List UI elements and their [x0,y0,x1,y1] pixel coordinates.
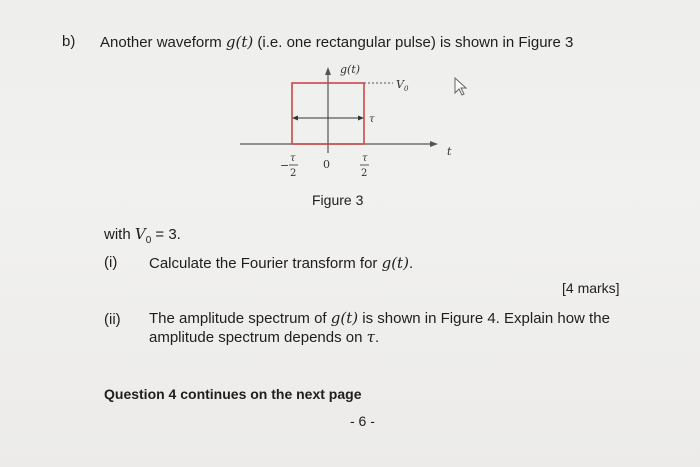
amplitude-label: $V_0$ [396,78,409,93]
question-ii-number: (ii) [104,311,121,328]
question-i-text: Calculate the Fourier transform for g(t). [149,254,414,272]
continues-notice: Question 4 continues on the next page [104,386,362,402]
mouse-cursor-icon [455,78,466,95]
width-arrow-left [292,116,298,121]
tick-neg-numerator: τ [290,153,296,164]
question-i-number: (i) [104,254,118,271]
tick-pos-numerator: τ [362,153,368,164]
marks-label: [4 marks] [562,280,620,296]
intro-math: g(t) [225,33,254,51]
intro-text-1: Another waveform [100,34,226,51]
y-axis-label: g(t) [340,63,361,76]
width-arrow-right [358,116,364,121]
figure-caption: Figure 3 [312,192,364,208]
tick-neg-denominator: 2 [290,168,297,179]
tick-zero: 0 [323,158,330,171]
y-axis-arrow [325,67,331,75]
width-label: τ [369,114,375,125]
page-number: - 6 - [350,413,375,429]
given-value: with $V_0 = 3$. [104,225,181,246]
intro-text-2: (i.e. one rectangular pulse) is shown in Figure 3 [253,34,574,51]
x-axis-label: t [447,145,452,158]
tick-neg-minus: − [280,159,290,172]
part-label: b) [62,33,76,50]
x-axis-arrow [430,141,438,147]
question-ii-text: The amplitude spectrum of g(t) is shown in Figure 4. Explain how the amplitude spectrum depends on τ. [149,309,610,346]
tick-pos-denominator: 2 [361,168,368,179]
part-intro [100,33,573,51]
